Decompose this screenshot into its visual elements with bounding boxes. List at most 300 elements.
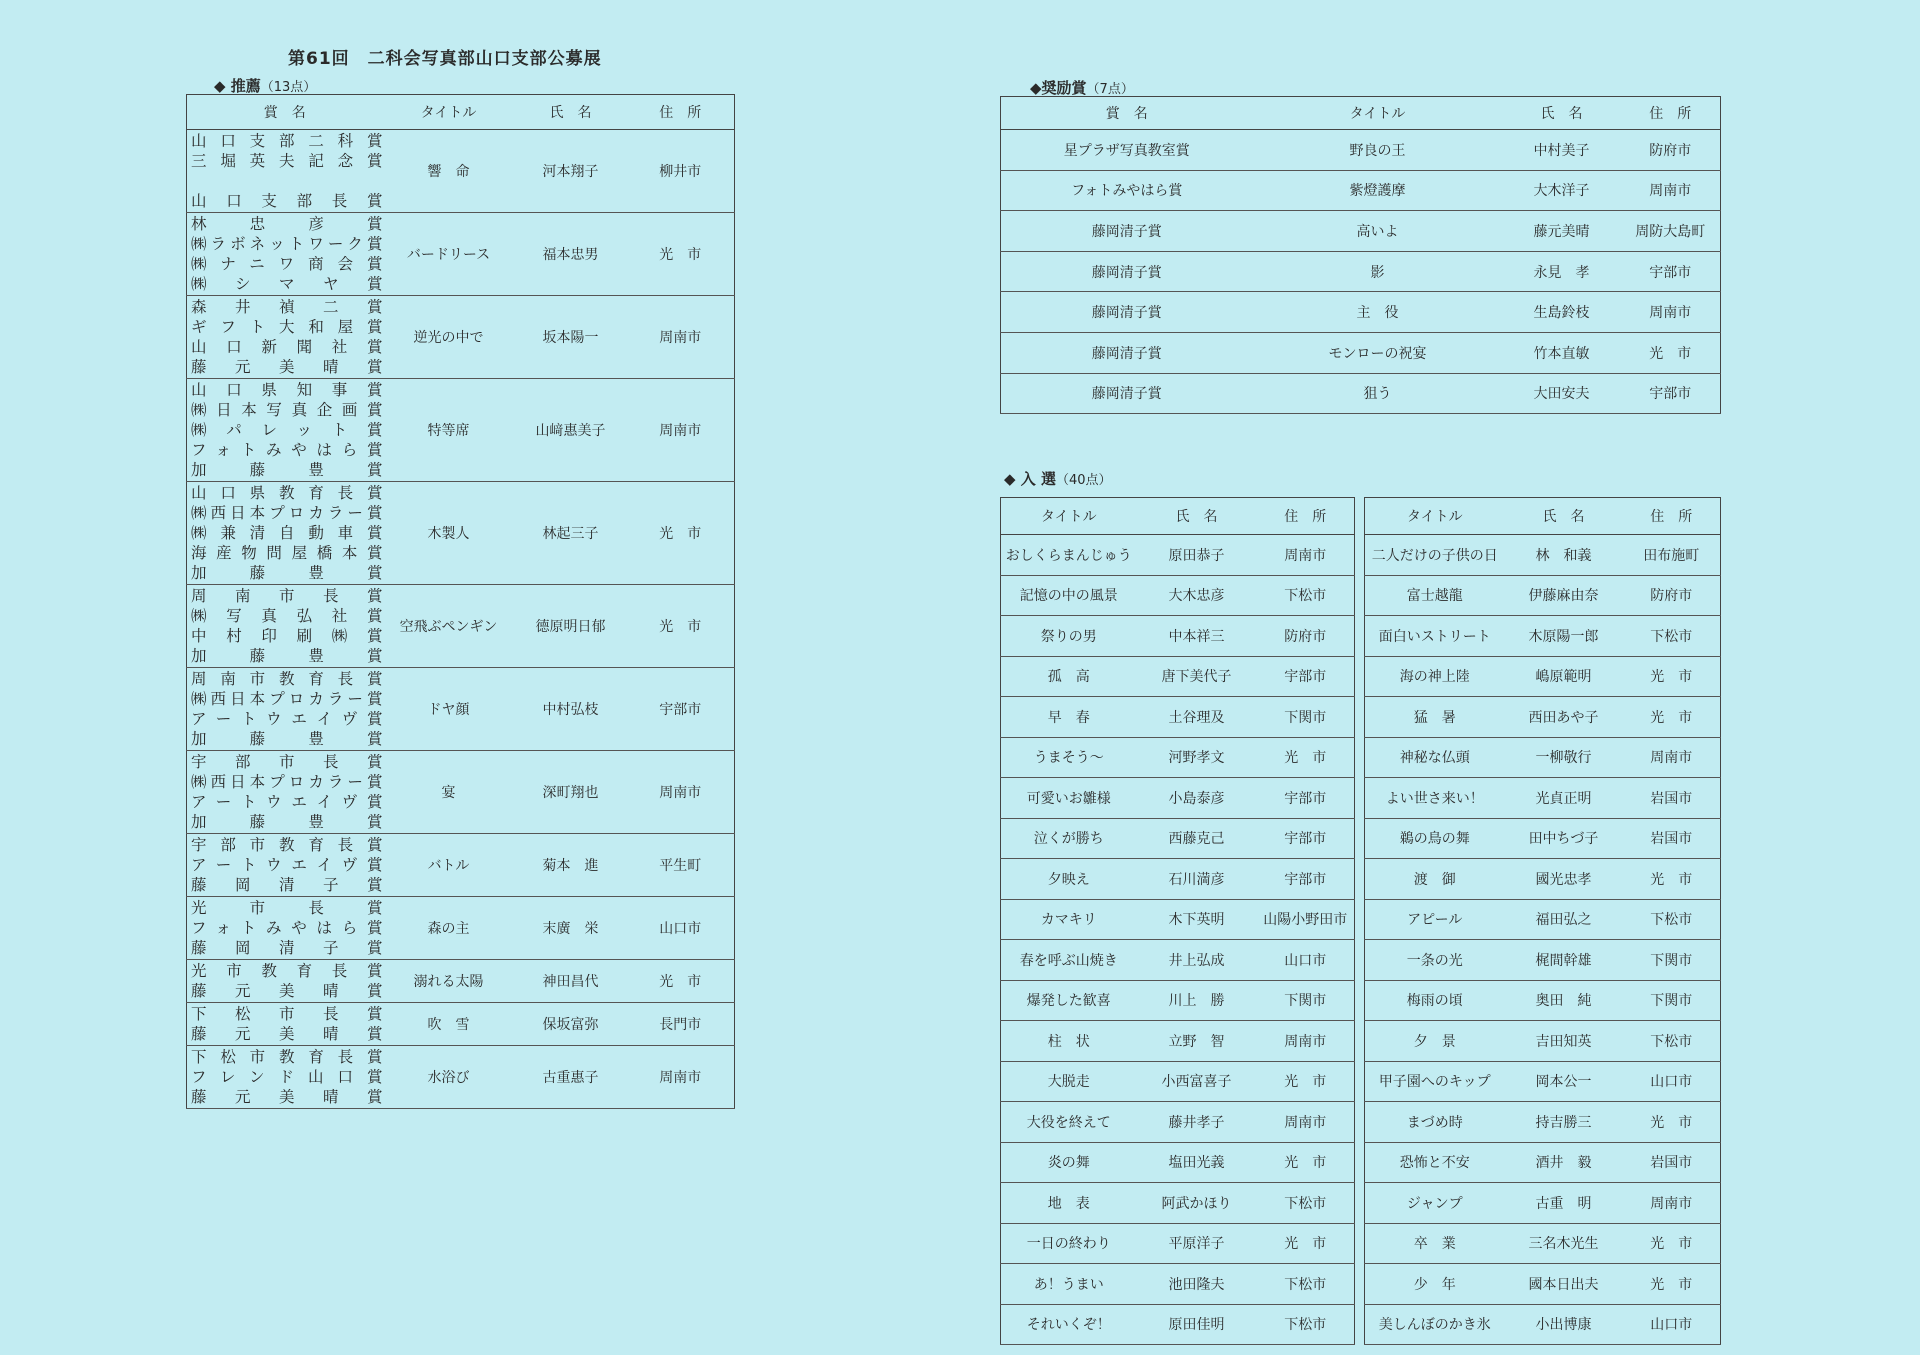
encouragement-row [1001, 130, 1721, 171]
selected-row [1365, 1183, 1721, 1224]
selected-row [1001, 980, 1355, 1021]
encouragement-row [1001, 251, 1721, 292]
entry-title: 影 [1253, 251, 1503, 292]
enc-header-address: 住 所 [1621, 97, 1721, 130]
entrant-name: 古重 明 [1505, 1183, 1623, 1224]
selected-row [1001, 1021, 1355, 1062]
entry-title: 猛 暑 [1365, 697, 1505, 738]
selected-row [1365, 980, 1721, 1021]
award-name: 藤岡清子賞 [1001, 211, 1253, 252]
award-name: 山口県教育長賞 [191, 484, 383, 502]
entrant-name: 末廣 栄 [515, 897, 627, 960]
entrant-name: 吉田知英 [1505, 1021, 1623, 1062]
entrant-address: 宇部市 [627, 668, 735, 751]
selected-row [1001, 940, 1355, 981]
award-name: 山口県知事賞 [191, 381, 383, 399]
entry-title: 一条の光 [1365, 940, 1505, 981]
entrant-name: 深町翔也 [515, 751, 627, 834]
recommendation-row [187, 1046, 735, 1109]
sel-left-header-name: 氏 名 [1137, 498, 1257, 535]
award-names-cell [187, 296, 383, 379]
selected-row [1001, 1061, 1355, 1102]
entrant-name: 福本忠男 [515, 213, 627, 296]
award-name: 宇部市長賞 [191, 753, 383, 771]
entrant-name: 木原陽一郎 [1505, 616, 1623, 657]
selected-table-right [1364, 497, 1721, 1345]
selected-heading-label: ◆ 入 選 [1004, 470, 1056, 488]
selected-row [1365, 1021, 1721, 1062]
award-names-cell [187, 1003, 383, 1046]
selected-row [1365, 1102, 1721, 1143]
selected-left-header-row [1001, 498, 1355, 535]
selected-row [1001, 697, 1355, 738]
entry-title: 梅雨の頃 [1365, 980, 1505, 1021]
recommendation-header-row [187, 95, 735, 130]
entrant-name: 山﨑惠美子 [515, 379, 627, 482]
award-name: フォトみやはら賞 [1001, 170, 1253, 211]
sel-left-header-address: 住 所 [1257, 498, 1355, 535]
entrant-name: 嶋原範明 [1505, 656, 1623, 697]
entrant-name: 河本翔子 [515, 130, 627, 213]
selected-row [1001, 575, 1355, 616]
entry-title: 大役を終えて [1001, 1102, 1137, 1143]
selected-row [1001, 1223, 1355, 1264]
entrant-name: 神田昌代 [515, 960, 627, 1003]
enc-header-title: タイトル [1253, 97, 1503, 130]
entrant-address: 岩国市 [1623, 818, 1721, 859]
entrant-name: 中村弘枝 [515, 668, 627, 751]
recommendation-row [187, 897, 735, 960]
encouragement-row [1001, 373, 1721, 414]
selected-count: （40点） [1055, 473, 1112, 488]
sel-right-header-name: 氏 名 [1505, 498, 1623, 535]
selected-row [1001, 1264, 1355, 1305]
award-name: ㈱写真弘社賞 [191, 607, 383, 625]
entry-title: 美しんぼのかき氷 [1365, 1304, 1505, 1345]
award-name: フォトみやはら賞 [191, 441, 383, 459]
entrant-name: 阿武かほり [1137, 1183, 1257, 1224]
header-address: 住 所 [627, 95, 735, 130]
selected-table-left [1000, 497, 1355, 1345]
entrant-address: 光 市 [1623, 656, 1721, 697]
award-names-cell [187, 482, 383, 585]
entry-title: 特等席 [383, 379, 515, 482]
entry-title: ジャンプ [1365, 1183, 1505, 1224]
entry-title: うまそう〜 [1001, 737, 1137, 778]
entrant-address: 周南市 [627, 1046, 735, 1109]
enc-header-name: 氏 名 [1503, 97, 1621, 130]
award-names-cell [187, 379, 383, 482]
recommendation-heading [214, 75, 316, 96]
recommendation-count: （13点） [260, 80, 317, 95]
award-name: 藤元美晴賞 [191, 982, 383, 1000]
entrant-name: 林起三子 [515, 482, 627, 585]
entrant-address: 山口市 [1257, 940, 1355, 981]
entrant-name: 保坂富弥 [515, 1003, 627, 1046]
entrant-name: 立野 智 [1137, 1021, 1257, 1062]
recommendation-row [187, 482, 735, 585]
selected-heading [1004, 468, 1112, 489]
entrant-name: 大木忠彦 [1137, 575, 1257, 616]
award-names-cell [187, 960, 383, 1003]
entrant-name: 小西富喜子 [1137, 1061, 1257, 1102]
entrant-address: 下関市 [1623, 940, 1721, 981]
award-names-cell [187, 897, 383, 960]
award-name: 加藤豊賞 [191, 647, 383, 665]
entry-title: ドヤ顔 [383, 668, 515, 751]
entrant-name: 岡本公一 [1505, 1061, 1623, 1102]
entrant-address: 光 市 [1257, 1223, 1355, 1264]
entrant-name: 菊本 進 [515, 834, 627, 897]
award-name: 藤元美晴賞 [191, 1025, 383, 1043]
entrant-name: 大木洋子 [1503, 170, 1621, 211]
selected-row [1001, 1102, 1355, 1143]
entry-title: カマキリ [1001, 899, 1137, 940]
recommendation-row [187, 130, 735, 213]
selected-row [1365, 697, 1721, 738]
entrant-name: 林 和義 [1505, 535, 1623, 576]
award-name: ㈱ナニワ商会賞 [191, 255, 383, 273]
entrant-name: 池田隆夫 [1137, 1264, 1257, 1305]
entrant-address: 周南市 [1621, 170, 1721, 211]
entrant-name: 小島泰彦 [1137, 778, 1257, 819]
selected-row [1365, 1264, 1721, 1305]
entrant-address: 光 市 [627, 482, 735, 585]
entrant-name: 石川満彦 [1137, 859, 1257, 900]
entrant-address: 光 市 [1623, 1264, 1721, 1305]
entry-title: 狙う [1253, 373, 1503, 414]
entrant-name: 藤井孝子 [1137, 1102, 1257, 1143]
award-name: フォトみやはら賞 [191, 919, 383, 937]
entry-title: 木製人 [383, 482, 515, 585]
entry-title: それいくぞ！ [1001, 1304, 1137, 1345]
entrant-address: 柳井市 [627, 130, 735, 213]
entrant-address: 光 市 [627, 585, 735, 668]
award-name: アートウエイヴ賞 [191, 856, 383, 874]
entrant-address: 下関市 [1623, 980, 1721, 1021]
entrant-name: 三名木光生 [1505, 1223, 1623, 1264]
selected-row [1001, 656, 1355, 697]
recommendation-row [187, 960, 735, 1003]
award-name: ㈱日本写真企画賞 [191, 401, 383, 419]
selected-row [1365, 656, 1721, 697]
entrant-address: 周南市 [627, 296, 735, 379]
entry-title: 可愛いお雛様 [1001, 778, 1137, 819]
entry-title: 甲子園へのキップ [1365, 1061, 1505, 1102]
award-name: ㈱パレット賞 [191, 421, 383, 439]
award-name [191, 171, 383, 191]
entry-title: 爆発した歓喜 [1001, 980, 1137, 1021]
encouragement-row [1001, 292, 1721, 333]
entrant-address: 田布施町 [1623, 535, 1721, 576]
entry-title: 渡 御 [1365, 859, 1505, 900]
entry-title: 卒 業 [1365, 1223, 1505, 1264]
entrant-address: 周南市 [1621, 292, 1721, 333]
sel-left-header-title: タイトル [1001, 498, 1137, 535]
entrant-address: 下松市 [1257, 1264, 1355, 1305]
entrant-name: 井上弘成 [1137, 940, 1257, 981]
selected-row [1001, 778, 1355, 819]
entrant-name: 梶間幹雄 [1505, 940, 1623, 981]
entrant-name: 坂本陽一 [515, 296, 627, 379]
entry-title: 泣くが勝ち [1001, 818, 1137, 859]
award-name: 藤元美晴賞 [191, 358, 383, 376]
entrant-address: 下松市 [1623, 1021, 1721, 1062]
award-name: アートウエイヴ賞 [191, 793, 383, 811]
award-name: 光市長賞 [191, 899, 383, 917]
award-names-cell [187, 668, 383, 751]
entrant-address: 宇部市 [1621, 251, 1721, 292]
award-name: 海産物問屋橋本賞 [191, 544, 383, 562]
selected-row [1001, 535, 1355, 576]
selected-row [1365, 1223, 1721, 1264]
entry-title: まづめ時 [1365, 1102, 1505, 1143]
entrant-name: 木下英明 [1137, 899, 1257, 940]
award-name: 藤岡清子賞 [1001, 332, 1253, 373]
entrant-name: 藤元美晴 [1503, 211, 1621, 252]
entrant-address: 下松市 [1623, 899, 1721, 940]
selected-row [1001, 1304, 1355, 1345]
recommendation-row [187, 379, 735, 482]
entrant-address: 周南市 [1623, 737, 1721, 778]
header-title: タイトル [383, 95, 515, 130]
entry-title: 記憶の中の風景 [1001, 575, 1137, 616]
entrant-name: 德原明日郁 [515, 585, 627, 668]
encouragement-row [1001, 170, 1721, 211]
selected-row [1365, 575, 1721, 616]
entry-title: 祭りの男 [1001, 616, 1137, 657]
selected-row [1365, 616, 1721, 657]
award-name: 山口支部長賞 [191, 192, 383, 210]
award-name: 山口新聞社賞 [191, 338, 383, 356]
selected-row [1365, 818, 1721, 859]
award-name: ㈱西日本プロカラー賞 [191, 773, 383, 791]
entrant-address: 下松市 [1257, 575, 1355, 616]
entrant-name: 一柳敬行 [1505, 737, 1623, 778]
award-names-cell [187, 213, 383, 296]
award-name: 星プラザ写真教室賞 [1001, 130, 1253, 171]
entrant-address: 光 市 [1623, 859, 1721, 900]
entrant-name: 大田安夫 [1503, 373, 1621, 414]
entrant-address: 下関市 [1257, 980, 1355, 1021]
entrant-address: 光 市 [1621, 332, 1721, 373]
recommendation-row [187, 296, 735, 379]
entry-title: 野良の王 [1253, 130, 1503, 171]
selected-row [1365, 1142, 1721, 1183]
entry-title: 柱 状 [1001, 1021, 1137, 1062]
entrant-address: 宇部市 [1257, 818, 1355, 859]
entrant-name: 永見 孝 [1503, 251, 1621, 292]
entry-title: 面白いストリート [1365, 616, 1505, 657]
entrant-address: 山口市 [1623, 1061, 1721, 1102]
recommendation-row [187, 668, 735, 751]
recommendation-row [187, 834, 735, 897]
entrant-name: 持吉勝三 [1505, 1102, 1623, 1143]
award-name: 下松市教育長賞 [191, 1048, 383, 1066]
entrant-address: 防府市 [1623, 575, 1721, 616]
entry-title: モンローの祝宴 [1253, 332, 1503, 373]
award-name: ㈱兼清自動車賞 [191, 524, 383, 542]
entrant-address: 光 市 [1623, 1102, 1721, 1143]
entrant-name: 古重惠子 [515, 1046, 627, 1109]
entrant-name: 川上 勝 [1137, 980, 1257, 1021]
selected-row [1001, 1183, 1355, 1224]
entry-title: 早 春 [1001, 697, 1137, 738]
encouragement-header-row [1001, 97, 1721, 130]
award-name: 下松市長賞 [191, 1005, 383, 1023]
entrant-name: 塩田光義 [1137, 1142, 1257, 1183]
enc-header-award: 賞 名 [1001, 97, 1253, 130]
entrant-name: 國本日出夫 [1505, 1264, 1623, 1305]
encouragement-row [1001, 332, 1721, 373]
selected-row [1001, 899, 1355, 940]
entrant-name: 竹本直敏 [1503, 332, 1621, 373]
entry-title: 宴 [383, 751, 515, 834]
recommendation-row [187, 213, 735, 296]
award-name: 加藤豊賞 [191, 730, 383, 748]
award-name: 中村印刷㈱賞 [191, 627, 383, 645]
award-name: 藤元美晴賞 [191, 1088, 383, 1106]
entry-title: あ！うまい [1001, 1264, 1137, 1305]
entrant-address: 下松市 [1623, 616, 1721, 657]
header-award: 賞 名 [187, 95, 383, 130]
entrant-name: 河野孝文 [1137, 737, 1257, 778]
award-names-cell [187, 751, 383, 834]
entrant-name: 唐下美代子 [1137, 656, 1257, 697]
entry-title: 二人だけの子供の日 [1365, 535, 1505, 576]
selected-row [1365, 1061, 1721, 1102]
award-name: ㈱ラボネットワーク賞 [191, 235, 383, 253]
award-name: 藤岡清子賞 [1001, 292, 1253, 333]
recommendation-row [187, 1003, 735, 1046]
entrant-address: 周南市 [627, 751, 735, 834]
award-name: 三堀英夫記念賞 [191, 152, 383, 170]
entrant-address: 光 市 [1257, 737, 1355, 778]
selected-row [1365, 778, 1721, 819]
award-names-cell [187, 834, 383, 897]
entrant-name: 福田弘之 [1505, 899, 1623, 940]
entry-title: 主 役 [1253, 292, 1503, 333]
entry-title: 紫燈護摩 [1253, 170, 1503, 211]
entry-title: アピール [1365, 899, 1505, 940]
award-name: 藤岡清子賞 [1001, 373, 1253, 414]
selected-row [1365, 859, 1721, 900]
award-name: 光市教育長賞 [191, 962, 383, 980]
entry-title: おしくらまんじゅう [1001, 535, 1137, 576]
award-name: 森井禎二賞 [191, 298, 383, 316]
entry-title: 空飛ぶペンギン [383, 585, 515, 668]
entrant-address: 周南市 [627, 379, 735, 482]
entrant-name: 原田恭子 [1137, 535, 1257, 576]
entrant-name: 田中ちづ子 [1505, 818, 1623, 859]
entrant-name: 國光忠孝 [1505, 859, 1623, 900]
award-names-cell [187, 1046, 383, 1109]
recommendation-table [186, 94, 735, 1109]
entrant-address: 光 市 [1623, 697, 1721, 738]
entrant-name: 中本祥三 [1137, 616, 1257, 657]
entrant-name: 小出博康 [1505, 1304, 1623, 1345]
entrant-name: 西藤克己 [1137, 818, 1257, 859]
entrant-address: 光 市 [1257, 1061, 1355, 1102]
award-name: アートウエイヴ賞 [191, 710, 383, 728]
encouragement-heading [1030, 77, 1134, 98]
entrant-address: 下関市 [1257, 697, 1355, 738]
entry-title: よい世さ来い！ [1365, 778, 1505, 819]
entry-title: 富士越龍 [1365, 575, 1505, 616]
entrant-address: 宇部市 [1621, 373, 1721, 414]
entrant-address: 光 市 [627, 960, 735, 1003]
entrant-address: 山陽小野田市 [1257, 899, 1355, 940]
entrant-address: 岩国市 [1623, 778, 1721, 819]
page-title: 第61回 二科会写真部山口支部公募展 [288, 49, 602, 69]
entrant-address: 岩国市 [1623, 1142, 1721, 1183]
award-name: ㈱西日本プロカラー賞 [191, 504, 383, 522]
recommendation-heading-label: ◆ 推薦 [214, 77, 261, 95]
entry-title: 一日の終わり [1001, 1223, 1137, 1264]
entrant-address: 宇部市 [1257, 859, 1355, 900]
encouragement-count: （7点） [1086, 82, 1134, 97]
entrant-address: 下松市 [1257, 1304, 1355, 1345]
entrant-address: 長門市 [627, 1003, 735, 1046]
entrant-address: 防府市 [1621, 130, 1721, 171]
selected-row [1365, 899, 1721, 940]
selected-row [1365, 1304, 1721, 1345]
entrant-address: 光 市 [1623, 1223, 1721, 1264]
entrant-address: 平生町 [627, 834, 735, 897]
award-name: 藤岡清子賞 [191, 876, 383, 894]
entry-title: 春を呼ぶ山焼き [1001, 940, 1137, 981]
encouragement-heading-label: ◆奨励賞 [1030, 79, 1087, 97]
award-name: 加藤豊賞 [191, 564, 383, 582]
award-name: ㈱シマヤ賞 [191, 275, 383, 293]
encouragement-row [1001, 211, 1721, 252]
award-name: 宇部市教育長賞 [191, 836, 383, 854]
entrant-name: 光貞正明 [1505, 778, 1623, 819]
entrant-name: 土谷理及 [1137, 697, 1257, 738]
entrant-name: 伊藤麻由奈 [1505, 575, 1623, 616]
award-names-cell [187, 585, 383, 668]
entry-title: 鵜の鳥の舞 [1365, 818, 1505, 859]
entrant-name: 西田あや子 [1505, 697, 1623, 738]
entry-title: 響 命 [383, 130, 515, 213]
entry-title: 逆光の中で [383, 296, 515, 379]
entrant-address: 防府市 [1257, 616, 1355, 657]
selected-row [1365, 737, 1721, 778]
award-name: 山口支部二科賞 [191, 132, 383, 150]
entry-title: 夕映え [1001, 859, 1137, 900]
selected-row [1365, 535, 1721, 576]
entry-title: 森の主 [383, 897, 515, 960]
entrant-address: 周南市 [1257, 535, 1355, 576]
entry-title: 恐怖と不安 [1365, 1142, 1505, 1183]
entrant-address: 光 市 [627, 213, 735, 296]
entrant-address: 宇部市 [1257, 656, 1355, 697]
entrant-address: 山口市 [1623, 1304, 1721, 1345]
entry-title: 海の神上陸 [1365, 656, 1505, 697]
entry-title: 吹 雪 [383, 1003, 515, 1046]
encouragement-table [1000, 96, 1721, 414]
entrant-address: 光 市 [1257, 1142, 1355, 1183]
entry-title: 溺れる太陽 [383, 960, 515, 1003]
entrant-address: 周南市 [1257, 1021, 1355, 1062]
selected-row [1001, 616, 1355, 657]
entry-title: バトル [383, 834, 515, 897]
selected-row [1001, 859, 1355, 900]
entry-title: 神秘な仏頭 [1365, 737, 1505, 778]
entry-title: 大脱走 [1001, 1061, 1137, 1102]
recommendation-row [187, 585, 735, 668]
award-name: 加藤豊賞 [191, 461, 383, 479]
